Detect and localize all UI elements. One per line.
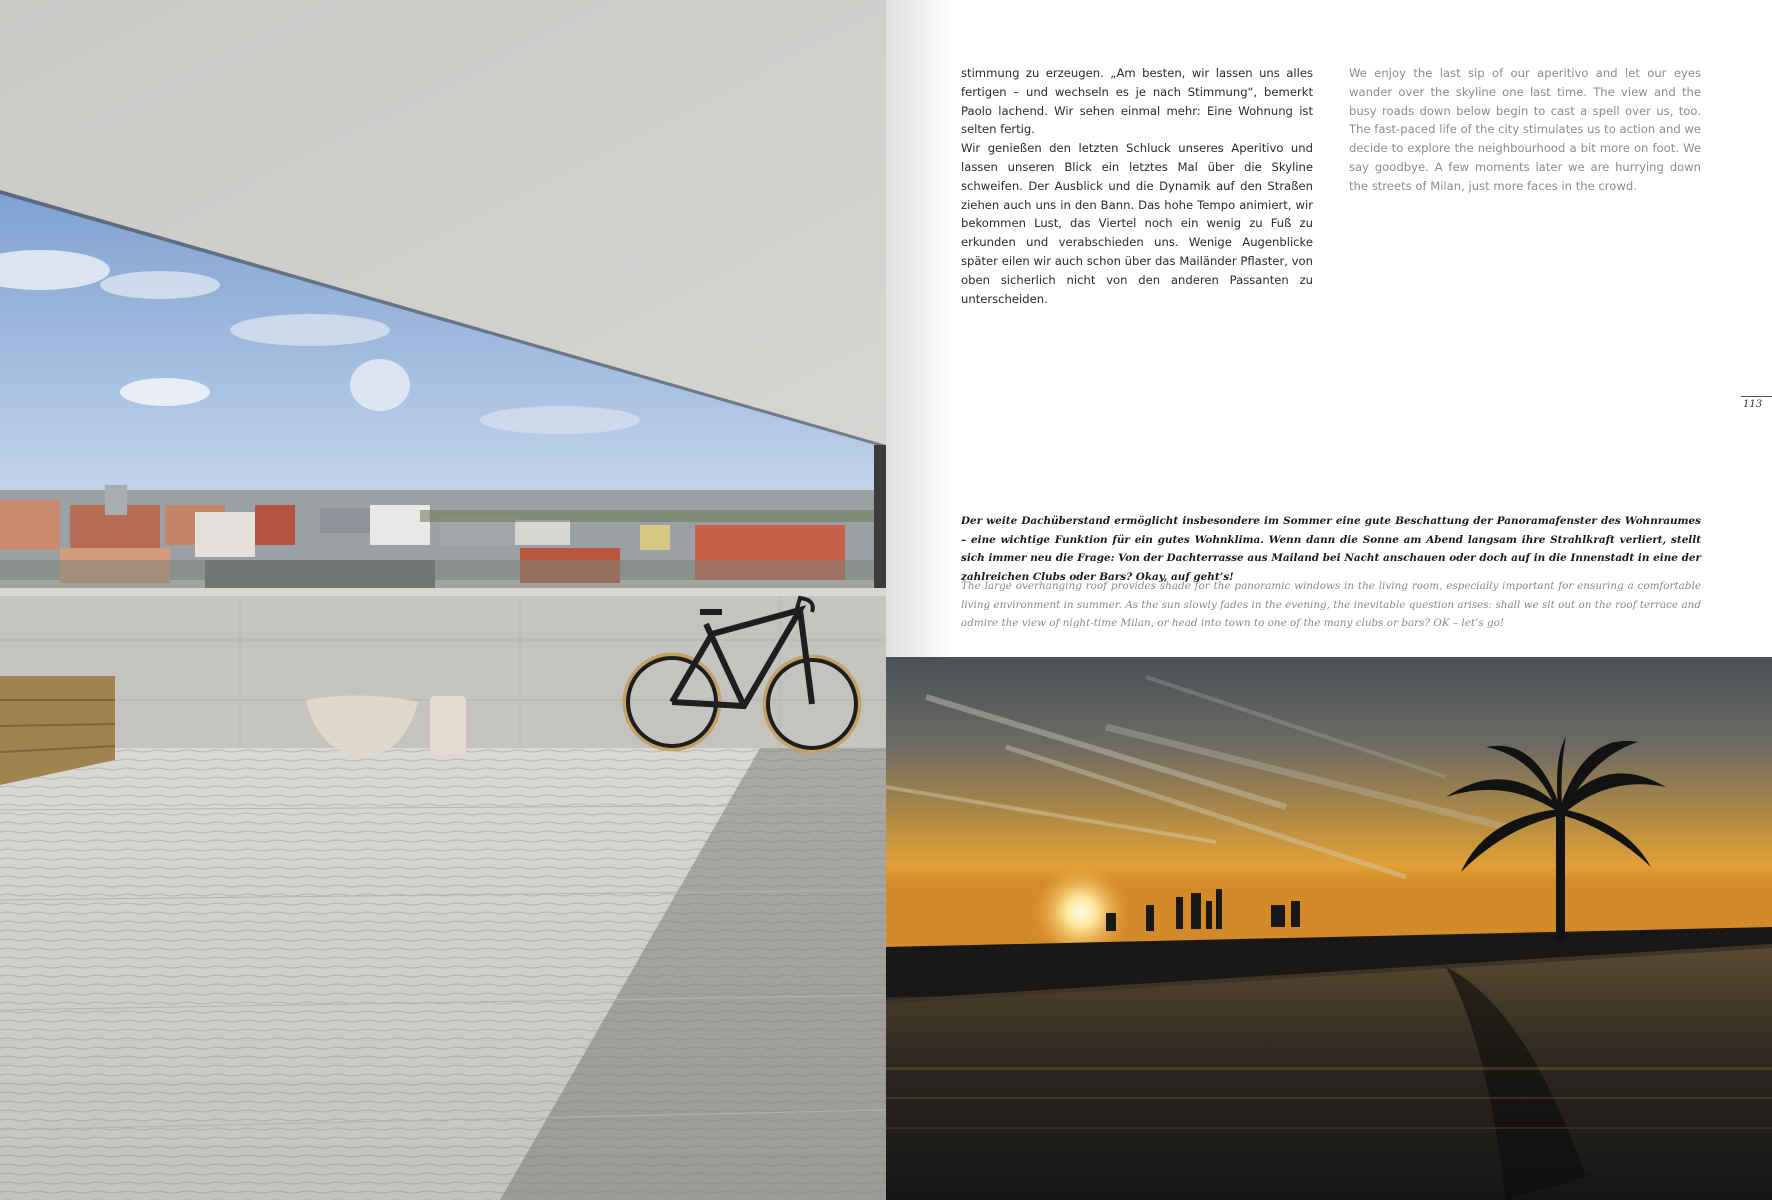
german-paragraph-2: Wir genießen den letzten Schluck unseres Aperitivo und lassen unseren Blick ein letztes Mal über die Skyline schweifen. Der Ausblick und die Dynamik auf den Straßen ziehen auch uns in den Bann. Das hohe Tempo animiert, wir bekommen Lust, das Viertel noch ein wenig zu Fuß zu erkunden und verabschieden uns. Wenige Augenblicke später eilen wir auch schon über das Mailänder Pflaster, von oben sicherlich nicht von den anderen Passanten zu unterscheiden. — [961, 141, 1313, 306]
german-paragraph-1: stimmung zu erzeugen. „Am besten, wir lassen uns alles fertigen – und wechseln es je nach Stimmung“, bemerkt Paolo lachend. Wir sehen einmal mehr: Eine Wohnung ist selten fertig. — [961, 66, 1313, 137]
sunset-pool-photo — [886, 657, 1772, 1200]
english-paragraph-1: We enjoy the last sip of our aperitivo and let our eyes wander over the skyline one last time. The view and the busy roads down below begin to cast a spell over us, too. The fast-paced life of the city stimulates us to action and we decide to explore the neighbourhood a bit more on foot. We say goodbye. A few moments later we are hurrying down the streets of Milan, just more faces in the crowd. — [1349, 66, 1701, 193]
photo-caption-german: Der weite Dachüberstand ermöglicht insbesondere im Sommer eine gute Beschattung der Panoramafenster des Wohnraumes – eine wichtige Funktion für ein gutes Wohnklima. Wenn dann die Sonne am Abend langsam ihre Strahlkraft verliert, stellt sich immer neu die Frage: Von der Dachterrasse aus Mailand bei Nacht anschauen oder doch auf in die Innenstadt in eine der zahlreichen Clubs oder Bars? Okay, auf geht’s! — [961, 515, 1701, 583]
right-page — [886, 0, 1772, 1200]
english-text-column — [1349, 64, 1701, 196]
page-number: 113 — [1741, 396, 1772, 410]
photo-caption-english: The large overhanging roof provides shade for the panoramic windows in the living room, especially important for ensuring a comfortable living environment in summer. As the sun slowly fades in the evening, the inevitable question arises: shall we sit out on the roof terrace and admire the view of night-time Milan, or head into town to one of the many clubs or bars? OK – let’s go! — [961, 580, 1701, 630]
german-text-column — [961, 64, 1313, 308]
gutter-shadow — [886, 0, 956, 660]
